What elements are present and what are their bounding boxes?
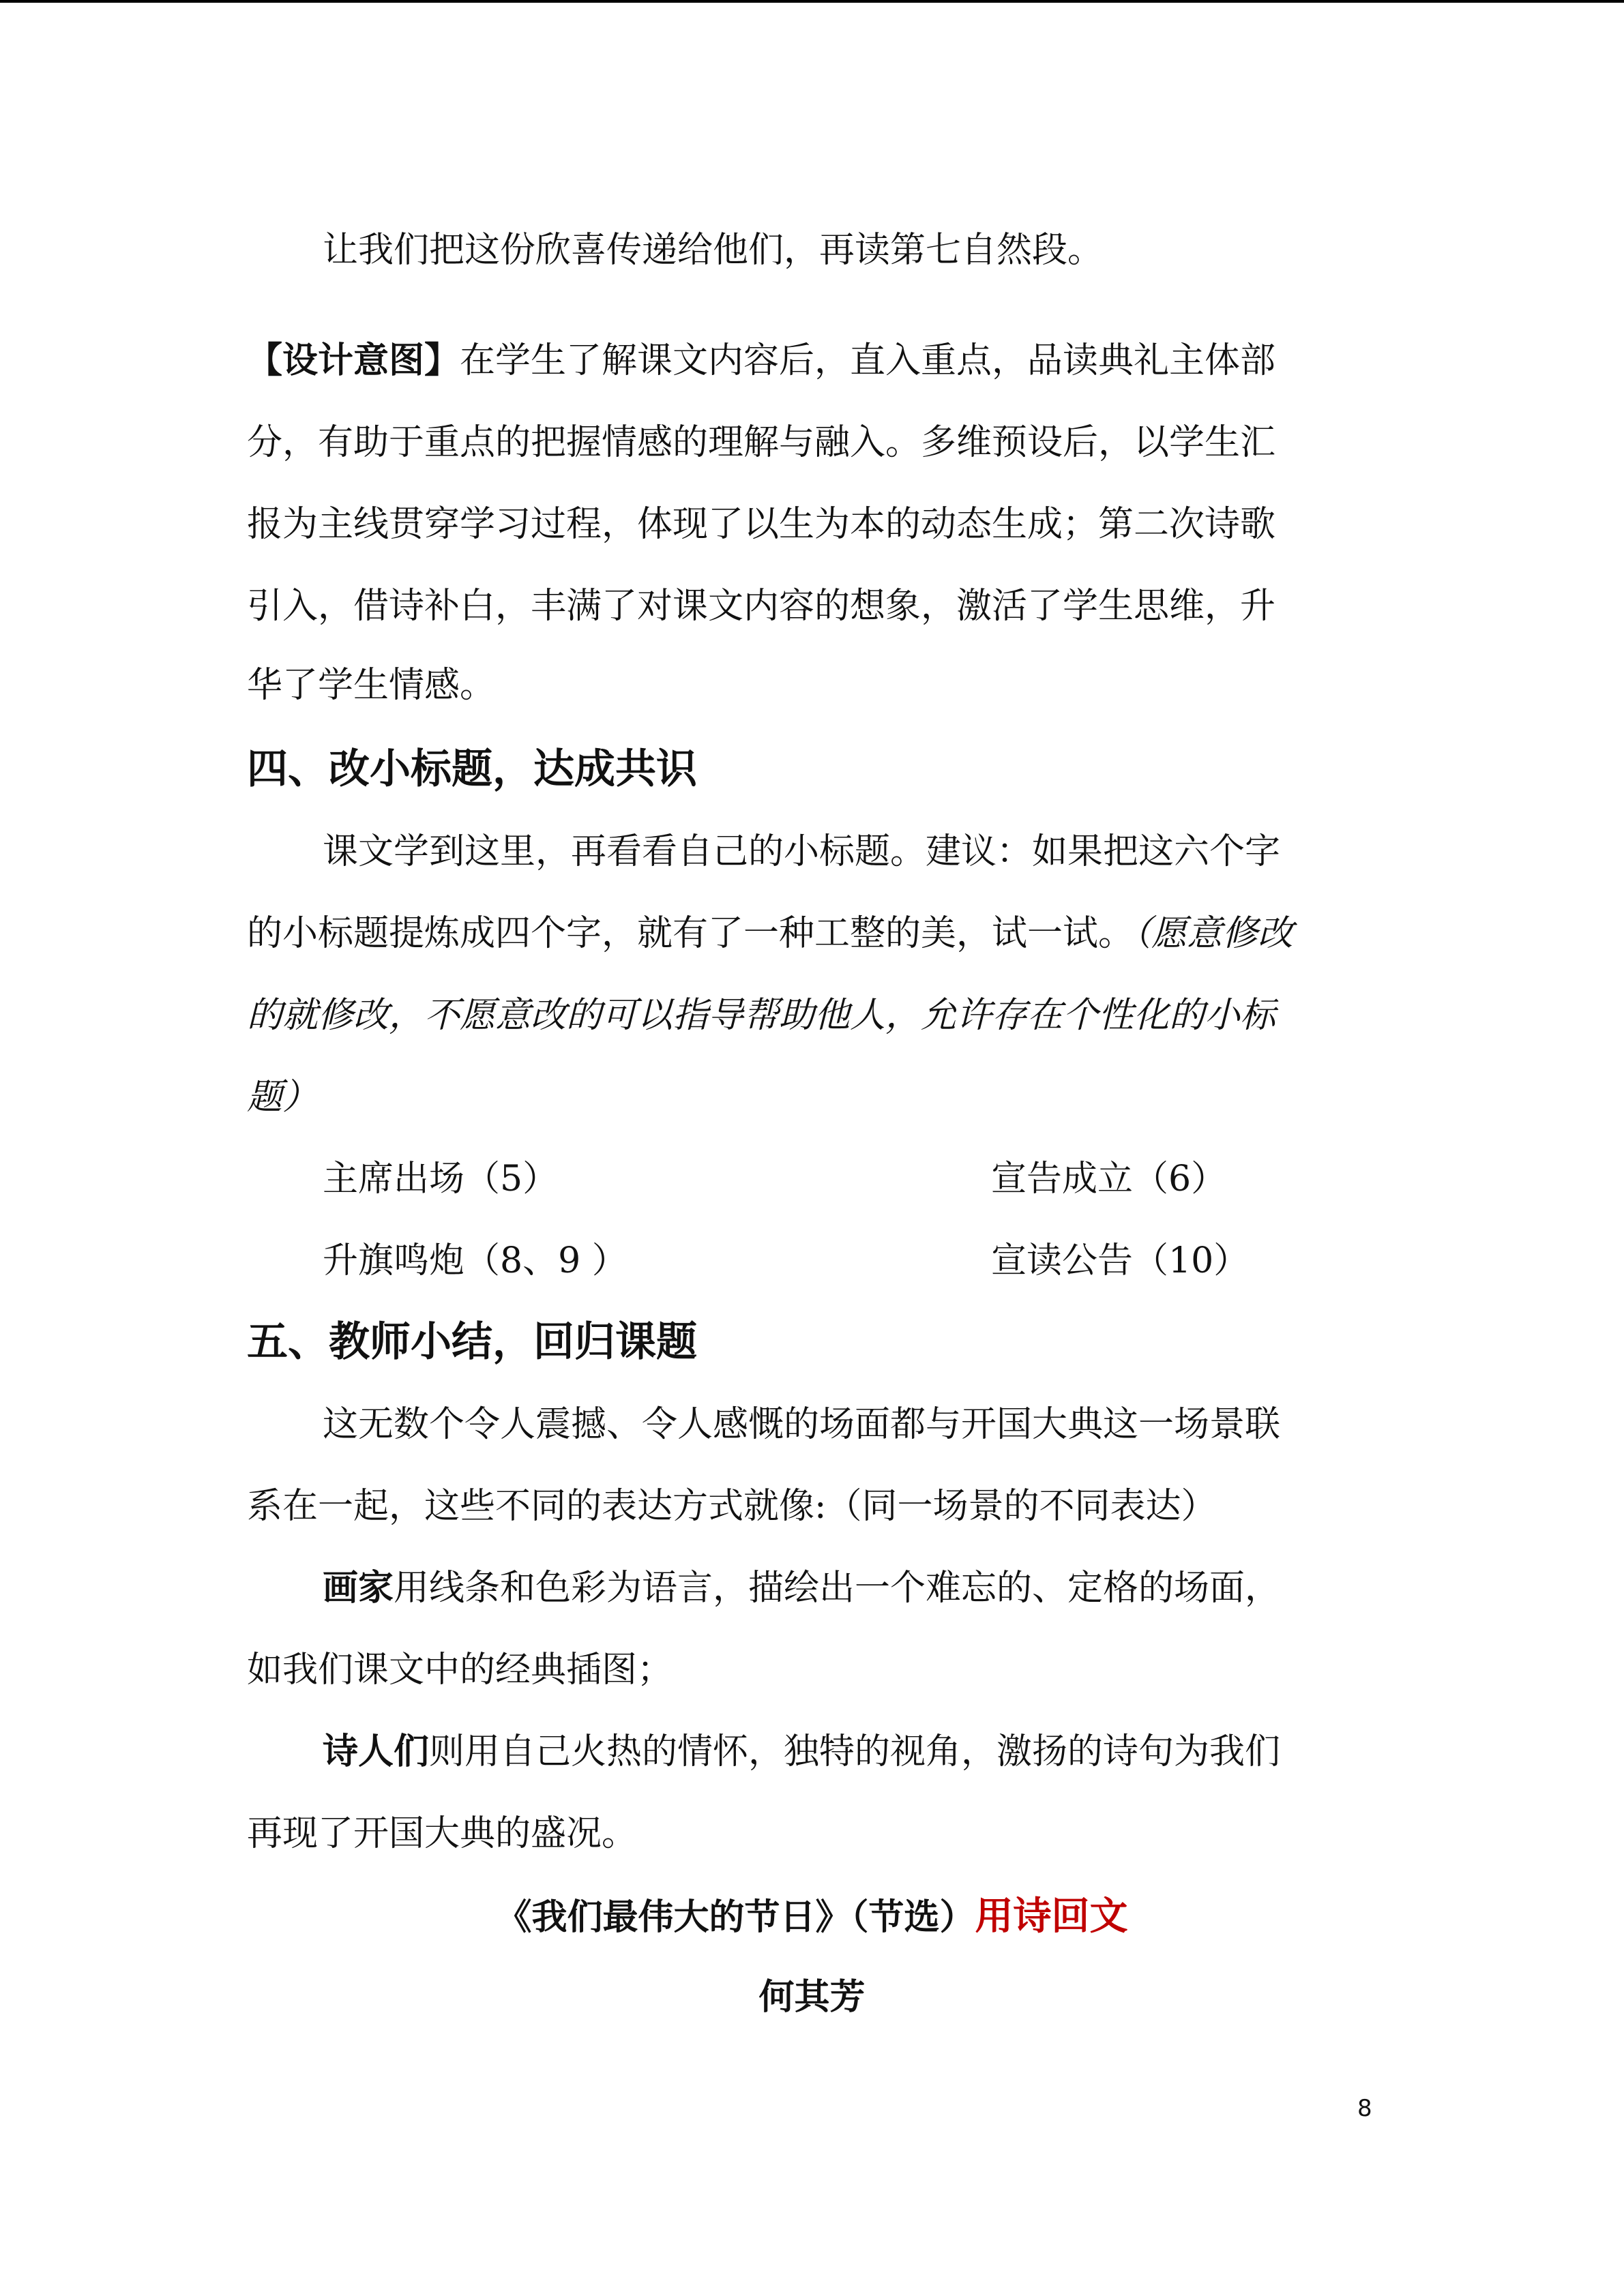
italic-note-line: 题） [247,1077,319,1118]
poem-title: 《我们最伟大的节日》（节选） [496,1896,975,1938]
paragraph-line [247,909,1393,958]
paragraph-line: 再现了开国大典的盛况。 [247,1813,638,1854]
subtitle-item: 宣读公告（10） [991,1240,1250,1281]
paragraph-text: 用线条和色彩为语言，描绘出一个难忘的、定格的场面， [394,1568,1281,1609]
painter-label: 画家 [323,1567,394,1609]
subtitle-item: 升旗鸣炮（8、9 ） [323,1240,628,1281]
poem-title-line [0,1892,1624,1942]
paragraph-line: 分，有助于重点的把握情感的理解与融入。多维预设后，以学生汇 [247,422,1276,463]
paragraph-line: 引入，借诗补白，丰满了对课文内容的想象，激活了学生思维，升 [247,586,1276,627]
paragraph-line: 华了学生情感。 [247,665,496,706]
design-intent-text: 在学生了解课文内容后，直入重点，品读典礼主体部 [460,340,1276,381]
subtitle-row [323,1236,1468,1285]
section-heading: 四、改小标题，达成共识 [247,745,697,793]
paragraph-text: 则用自己火热的情怀，独特的视角，激扬的诗句为我们 [429,1731,1281,1772]
paragraph-line: 报为主线贯穿学习过程，体现了以生为本的动态生成；第二次诗歌 [247,504,1276,545]
paragraph-line: 系在一起，这些不同的表达方式就像:（同一场景的不同表达） [247,1486,1217,1527]
paragraph-line [323,1564,1468,1613]
poem-author: 何其芳 [758,1976,866,2018]
subtitle-item: 主席出场（5） [323,1159,559,1199]
paragraph-line: 这无数个令人震撼、令人感慨的场面都与开国大典这一场景联 [323,1404,1281,1445]
poem-tag: 用诗回文 [975,1894,1128,1939]
paragraph-line: 如我们课文中的经典插图； [247,1650,673,1690]
page-number: 8 [1357,2095,1372,2122]
italic-note: （愿意修改 [1134,913,1294,954]
poet-label: 诗人们 [323,1731,430,1772]
paragraph-line: 让我们把这份欣喜传递给他们，再读第七自然段。 [323,230,1104,271]
subtitle-item: 宣告成立（6） [991,1159,1227,1199]
subtitle-row [323,1154,1468,1204]
paragraph-line [323,1727,1468,1776]
paragraph-text: 的小标题提炼成四个字，就有了一种工整的美，试一试。 [247,913,1134,954]
paragraph-line: 课文学到这里，再看看自己的小标题。建议：如果把这六个字 [323,831,1281,872]
design-intent-line [247,336,1393,385]
section-heading: 五、教师小结，回归课题 [247,1318,697,1366]
italic-note-line: 的就修改，不愿意改的可以指导帮助他人，允许存在个性化的小标 [247,995,1276,1036]
design-intent-label: 【设计意图】 [247,340,460,381]
page-top-border [0,0,1624,3]
